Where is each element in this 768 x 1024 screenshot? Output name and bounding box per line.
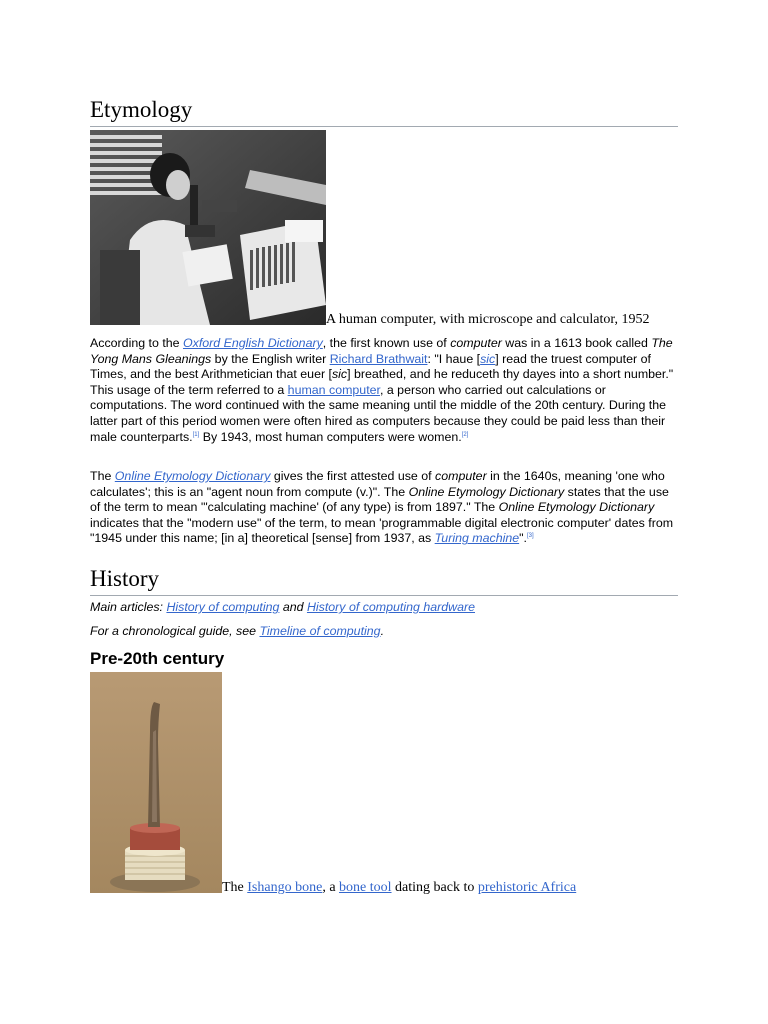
text: By 1943, most human computers were women.: [199, 429, 462, 444]
italic-text: computer: [435, 469, 487, 483]
reference-3: [527, 533, 534, 539]
reference-link-1[interactable]: [1]: [192, 431, 200, 438]
italic-text: sic: [331, 367, 348, 382]
link-ishango-bone[interactable]: Ishango bone: [247, 880, 323, 895]
etymology-paragraph-1: [90, 336, 678, 445]
text: , the first known use of: [322, 336, 451, 350]
text: : "I haue [: [427, 351, 481, 366]
link-bone-tool[interactable]: bone tool: [339, 880, 392, 895]
link-timeline-of-computing[interactable]: Timeline of computing: [259, 624, 381, 638]
link-history-of-computing-hardware[interactable]: History of computing hardware: [306, 600, 475, 614]
ishango-caption: [222, 880, 576, 896]
text: , a: [322, 880, 340, 895]
ishango-bone-figure: [90, 672, 576, 893]
text: ] breathed, and he reduceth thy dayes into a short number." This usage of the term referred to a: [90, 367, 674, 397]
etymology-heading: Etymology: [90, 96, 678, 127]
etymology-paragraph-2: [90, 469, 678, 547]
text: The: [90, 469, 115, 483]
text: Main articles:: [90, 600, 167, 614]
reference-link-2[interactable]: [2]: [461, 431, 469, 438]
italic-text: Online Etymology Dictionary: [498, 500, 655, 515]
text: by the English writer: [211, 351, 330, 366]
text: The: [222, 880, 248, 895]
chronological-guide-hatnote: [90, 624, 678, 639]
link-turing-machine[interactable]: Turing machine: [434, 531, 520, 546]
main-articles-hatnote: [90, 600, 678, 615]
human-computer-photo[interactable]: [90, 130, 326, 325]
link-oxford-english-dictionary[interactable]: Oxford English Dictionary: [182, 336, 323, 350]
link-human-computer[interactable]: human computer: [287, 382, 380, 397]
text: For a chronological guide, see: [90, 624, 260, 638]
text: gives the first attested use of: [270, 469, 436, 483]
italic-text: computer: [450, 336, 502, 350]
text: in the 1640s, meaning 'one who calculates'; this is an "agent noun from compute (v.)". The: [90, 469, 665, 499]
text: ".: [519, 531, 527, 546]
italic-text: Online Etymology Dictionary: [408, 484, 565, 499]
text: , a person who carried out calculations or computations. The word continued with the same meaning until the middle of the 20th century. During the latter part of this period women were often hired as computers because they could be paid less than their male counterparts.: [90, 382, 667, 444]
text: was in a 1613 book called: [501, 336, 652, 350]
link-sic[interactable]: sic: [480, 351, 496, 366]
link-richard-brathwait[interactable]: Richard Brathwait: [329, 351, 428, 366]
link-online-etymology-dictionary[interactable]: Online Etymology Dictionary: [114, 469, 271, 483]
history-heading: History: [90, 565, 678, 596]
text: states that the use of the term to mean '"calculating machine' (of any type) is from 1897." The: [90, 484, 669, 515]
reference-link-3[interactable]: [3]: [526, 533, 534, 540]
reference-2: [462, 431, 469, 437]
text: According to the: [90, 336, 183, 350]
text: and: [279, 600, 307, 614]
text: ] read the truest computer of Times, and the best Arithmetician that euer [: [90, 351, 651, 382]
text: .: [380, 624, 385, 638]
link-prehistoric-africa[interactable]: prehistoric Africa: [477, 880, 577, 895]
italic-text: The Yong Mans Gleanings: [90, 336, 673, 366]
link-history-of-computing[interactable]: History of computing: [166, 600, 280, 614]
text: dating back to: [391, 880, 478, 895]
figure-caption: A human computer, with microscope and calculator, 1952: [326, 312, 650, 327]
human-computer-figure: [90, 130, 650, 325]
pre-20th-century-heading: Pre-20th century: [90, 649, 225, 668]
text: indicates that the "modern use" of the term, to mean 'programmable digital electronic computer' dates from "1945 under this name; [in a] theoretical [sense] from 1937, as: [90, 515, 674, 546]
ishango-bone-photo[interactable]: [90, 672, 222, 893]
